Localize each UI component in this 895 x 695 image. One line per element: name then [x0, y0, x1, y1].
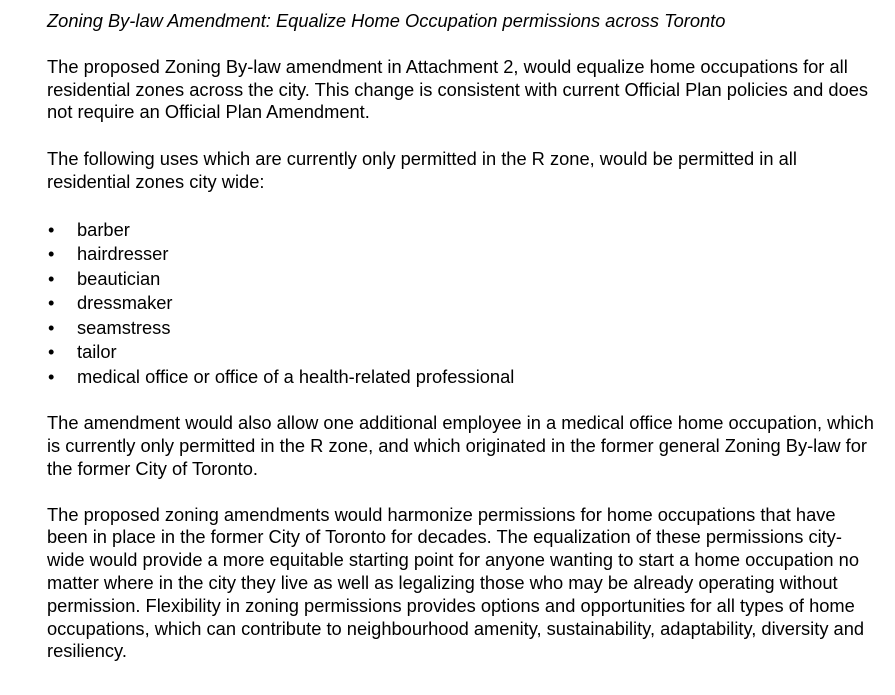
bullet-icon: • [48, 267, 55, 289]
list-item [47, 267, 877, 292]
list-item-label: medical office or office of a health-related professional [77, 365, 515, 387]
paragraph-uses-intro: The following uses which are currently only permitted in the R zone, would be permitted in all residential zones city wide: [47, 148, 797, 192]
list-item-label: dressmaker [77, 292, 173, 314]
list-item [47, 242, 877, 267]
section-heading: Zoning By-law Amendment: Equalize Home Occupation permissions across Toronto [47, 10, 726, 31]
list-item-label: hairdresser [77, 243, 169, 265]
list-item-label: beautician [77, 267, 161, 289]
paragraph-medical-employee: The amendment would also allow one additional employee in a medical office home occupation, which is currently only permitted in the R zone, and which originated in the former general Zoning By-law for the former City of Toronto. [47, 412, 874, 479]
list-item [47, 340, 877, 365]
paragraph-amendment-intro: The proposed Zoning By-law amendment in Attachment 2, would equalize home occupations for all residential zones across the city. This change is consistent with current Official Plan policies and does not require an Official Plan Amendment. [47, 55, 869, 123]
bullet-icon: • [48, 316, 55, 338]
list-item [47, 316, 877, 341]
bullet-icon: • [48, 243, 55, 265]
list-item-label: tailor [77, 341, 117, 363]
document-page [47, 10, 877, 663]
uses-list [47, 218, 877, 390]
list-item-label: seamstress [77, 316, 171, 338]
bullet-icon: • [48, 218, 55, 240]
list-item-label: barber [77, 218, 130, 240]
paragraph-harmonize: The proposed zoning amendments would harmonize permissions for home occupations that have been in place in the former City of Toronto for decades. The equalization of these permissions city-wide would provide a more equitable starting point for anyone wanting to start a home occupation no matter where in the city they live as well as legalizing those who may be already operating without permission. Flexibility in zoning permissions provides options and opportunities for all types of home occupations, which can contribute to neighbourhood amenity, sustainability, adaptability, diversity and resiliency. [47, 503, 865, 662]
bullet-icon: • [48, 365, 55, 387]
list-item [47, 218, 877, 243]
bullet-icon: • [48, 292, 55, 314]
list-item [47, 291, 877, 316]
bullet-icon: • [48, 341, 55, 363]
list-item [47, 365, 877, 390]
